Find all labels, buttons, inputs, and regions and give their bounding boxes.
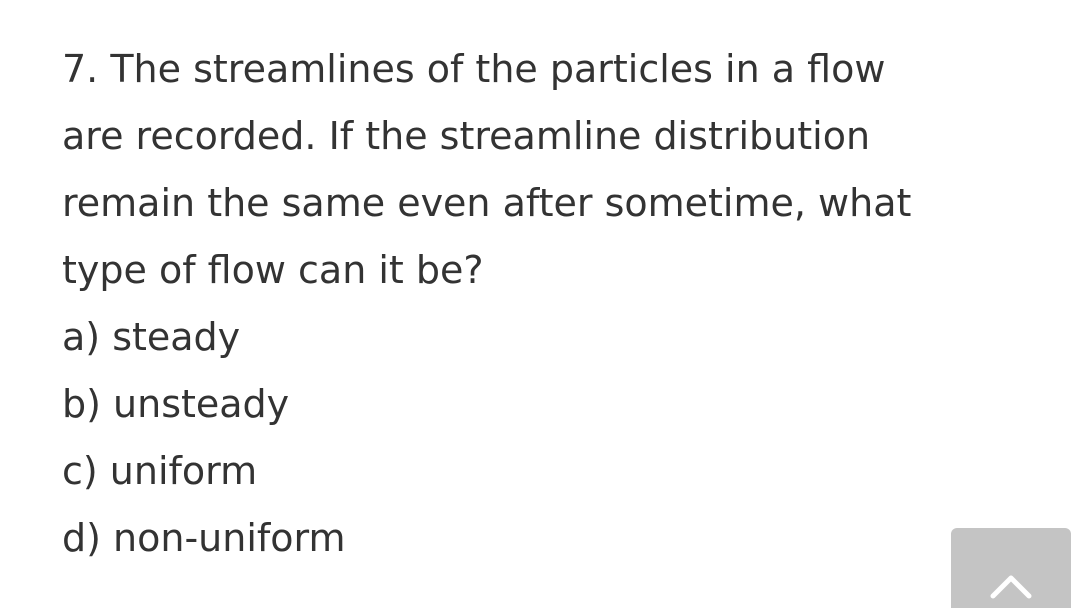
option-a: a) steady (62, 315, 241, 359)
option-c: c) uniform (62, 449, 258, 493)
question-text-line: 7. The streamlines of the particles in a flow (62, 47, 886, 91)
question-text-line: are recorded. If the streamline distribution (62, 114, 871, 158)
question-text-line: remain the same even after sometime, what (62, 181, 912, 225)
option-d: d) non-uniform (62, 516, 346, 560)
chevron-up-icon (989, 570, 1033, 600)
scroll-to-top-button[interactable] (951, 528, 1071, 608)
question-text-line: type of flow can it be? (62, 248, 484, 292)
question-block (62, 36, 1062, 572)
option-b: b) unsteady (62, 382, 290, 426)
